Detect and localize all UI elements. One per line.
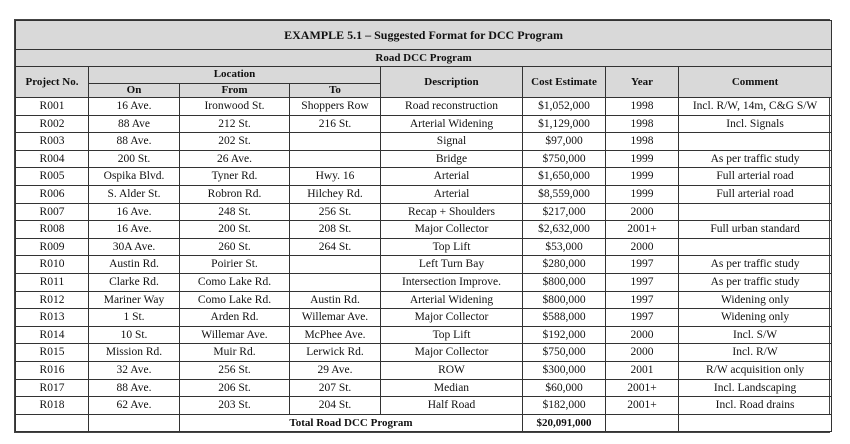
cell-from: Muir Rd.: [180, 344, 290, 362]
table-row: [16, 379, 832, 397]
table-row: [16, 150, 832, 168]
cell-from: 212 St.: [180, 115, 290, 133]
cell-description: ROW: [381, 361, 523, 379]
table-row: [16, 221, 832, 239]
cell-description: Recap + Shoulders: [381, 203, 523, 221]
cell-comment: As per traffic study: [679, 150, 832, 168]
cell-year: 1999: [606, 150, 679, 168]
cell-from: 200 St.: [180, 221, 290, 239]
cell-cost-estimate: $750,000: [523, 344, 606, 362]
cell-cost-estimate: $800,000: [523, 273, 606, 291]
cell-description: Major Collector: [381, 344, 523, 362]
cell-comment: Full arterial road: [679, 168, 832, 186]
cell-project-no: R014: [16, 326, 89, 344]
cell-cost-estimate: $800,000: [523, 291, 606, 309]
cell-project-no: R001: [16, 98, 89, 116]
total-blank-cell: [606, 414, 679, 432]
cell-description: Major Collector: [381, 221, 523, 239]
cell-cost-estimate: $300,000: [523, 361, 606, 379]
cell-to: 264 St.: [290, 238, 381, 256]
cell-description: Top Lift: [381, 238, 523, 256]
cell-description: Left Turn Bay: [381, 256, 523, 274]
cell-from: 202 St.: [180, 133, 290, 151]
cell-year: 2000: [606, 238, 679, 256]
cell-project-no: R012: [16, 291, 89, 309]
header-from: From: [180, 83, 290, 97]
cell-comment: Incl. Road drains: [679, 397, 832, 415]
cell-to: Shoppers Row: [290, 98, 381, 116]
cell-description: Intersection Improve.: [381, 273, 523, 291]
cell-to: McPhee Ave.: [290, 326, 381, 344]
cell-from: 248 St.: [180, 203, 290, 221]
cell-from: Tyner Rd.: [180, 168, 290, 186]
cell-description: Signal: [381, 133, 523, 151]
cell-to: 29 Ave.: [290, 361, 381, 379]
cell-on: 10 St.: [89, 326, 180, 344]
cell-project-no: R008: [16, 221, 89, 239]
cell-to: [290, 150, 381, 168]
cell-cost-estimate: $1,129,000: [523, 115, 606, 133]
header-comment: Comment: [679, 67, 832, 98]
cell-year: 1997: [606, 256, 679, 274]
cell-cost-estimate: $1,650,000: [523, 168, 606, 186]
cell-from: Poirier St.: [180, 256, 290, 274]
cell-cost-estimate: $53,000: [523, 238, 606, 256]
table-subtitle: Road DCC Program: [16, 50, 832, 67]
cell-description: Arterial Widening: [381, 115, 523, 133]
cell-on: Mission Rd.: [89, 344, 180, 362]
cell-cost-estimate: $8,559,000: [523, 185, 606, 203]
table-row: [16, 98, 832, 116]
cell-comment: Incl. S/W: [679, 326, 832, 344]
cell-on: Clarke Rd.: [89, 273, 180, 291]
table-row: [16, 133, 832, 151]
cell-year: 2001+: [606, 379, 679, 397]
cell-cost-estimate: $60,000: [523, 379, 606, 397]
cell-comment: As per traffic study: [679, 273, 832, 291]
table-row: [16, 203, 832, 221]
cell-comment: Incl. Signals: [679, 115, 832, 133]
cell-year: 1998: [606, 115, 679, 133]
table-row: [16, 256, 832, 274]
cell-project-no: R009: [16, 238, 89, 256]
cell-comment: [679, 203, 832, 221]
cell-on: 16 Ave.: [89, 98, 180, 116]
table-row: [16, 273, 832, 291]
cell-comment: Widening only: [679, 309, 832, 327]
cell-cost-estimate: $750,000: [523, 150, 606, 168]
cell-to: Lerwick Rd.: [290, 344, 381, 362]
cell-cost-estimate: $1,052,000: [523, 98, 606, 116]
cell-to: 207 St.: [290, 379, 381, 397]
table-row: [16, 291, 832, 309]
cell-to: Austin Rd.: [290, 291, 381, 309]
cell-on: 16 Ave.: [89, 221, 180, 239]
cell-to: [290, 256, 381, 274]
cell-from: Ironwood St.: [180, 98, 290, 116]
cell-year: 2001: [606, 361, 679, 379]
cell-year: 2000: [606, 326, 679, 344]
cell-to: 208 St.: [290, 221, 381, 239]
cell-comment: Incl. Landscaping: [679, 379, 832, 397]
cell-to: [290, 273, 381, 291]
cell-from: Como Lake Rd.: [180, 291, 290, 309]
cell-description: Arterial: [381, 168, 523, 186]
cell-year: 1999: [606, 168, 679, 186]
cell-description: Arterial Widening: [381, 291, 523, 309]
total-blank-cell: [89, 414, 180, 432]
table-row: [16, 185, 832, 203]
cell-year: 2000: [606, 344, 679, 362]
cell-project-no: R016: [16, 361, 89, 379]
cell-cost-estimate: $588,000: [523, 309, 606, 327]
cell-cost-estimate: $182,000: [523, 397, 606, 415]
cell-cost-estimate: $192,000: [523, 326, 606, 344]
cell-description: Half Road: [381, 397, 523, 415]
header-location: Location: [89, 67, 381, 84]
cell-cost-estimate: $217,000: [523, 203, 606, 221]
cell-from: Arden Rd.: [180, 309, 290, 327]
cell-on: 32 Ave.: [89, 361, 180, 379]
cell-project-no: R007: [16, 203, 89, 221]
table-row: [16, 238, 832, 256]
cell-comment: Incl. R/W, 14m, C&G S/W: [679, 98, 832, 116]
cell-on: Austin Rd.: [89, 256, 180, 274]
cell-on: 16 Ave.: [89, 203, 180, 221]
total-blank-cell: [16, 414, 89, 432]
cell-to: 256 St.: [290, 203, 381, 221]
cell-comment: As per traffic study: [679, 256, 832, 274]
table-row: [16, 115, 832, 133]
cell-year: 2001+: [606, 221, 679, 239]
cell-project-no: R004: [16, 150, 89, 168]
cell-comment: R/W acquisition only: [679, 361, 832, 379]
cell-on: 88 Ave.: [89, 379, 180, 397]
cell-description: Major Collector: [381, 309, 523, 327]
cell-on: Mariner Way: [89, 291, 180, 309]
header-row: [16, 67, 832, 84]
table-body: [16, 98, 832, 415]
cell-on: 30A Ave.: [89, 238, 180, 256]
cell-cost-estimate: $97,000: [523, 133, 606, 151]
cell-year: 1997: [606, 273, 679, 291]
cell-on: 200 St.: [89, 150, 180, 168]
cell-project-no: R002: [16, 115, 89, 133]
table-row: [16, 326, 832, 344]
cell-on: S. Alder St.: [89, 185, 180, 203]
cell-to: Willemar Ave.: [290, 309, 381, 327]
cell-project-no: R005: [16, 168, 89, 186]
total-blank-cell: [679, 414, 832, 432]
cell-description: Road reconstruction: [381, 98, 523, 116]
cell-from: Robron Rd.: [180, 185, 290, 203]
cell-comment: Widening only: [679, 291, 832, 309]
cell-project-no: R017: [16, 379, 89, 397]
cell-to: [290, 133, 381, 151]
cell-project-no: R018: [16, 397, 89, 415]
dcc-program-table-frame: [14, 19, 830, 433]
cell-from: Willemar Ave.: [180, 326, 290, 344]
cell-project-no: R003: [16, 133, 89, 151]
header-year: Year: [606, 67, 679, 98]
cell-from: 203 St.: [180, 397, 290, 415]
cell-from: 206 St.: [180, 379, 290, 397]
cell-on: 88 Ave.: [89, 133, 180, 151]
dcc-program-table: [15, 20, 832, 432]
cell-description: Median: [381, 379, 523, 397]
cell-from: Como Lake Rd.: [180, 273, 290, 291]
cell-from: 26 Ave.: [180, 150, 290, 168]
header-project-no: Project No.: [16, 67, 89, 98]
cell-project-no: R015: [16, 344, 89, 362]
cell-year: 1998: [606, 133, 679, 151]
table-subtitle-row: [16, 50, 832, 67]
cell-to: 216 St.: [290, 115, 381, 133]
table-row: [16, 397, 832, 415]
cell-year: 2001+: [606, 397, 679, 415]
cell-comment: [679, 238, 832, 256]
header-description: Description: [381, 67, 523, 98]
cell-description: Bridge: [381, 150, 523, 168]
cell-on: Ospika Blvd.: [89, 168, 180, 186]
header-to: To: [290, 83, 381, 97]
cell-description: Arterial: [381, 185, 523, 203]
cell-cost-estimate: $2,632,000: [523, 221, 606, 239]
table-row: [16, 344, 832, 362]
header-cost-estimate: Cost Estimate: [523, 67, 606, 98]
total-value: $20,091,000: [523, 414, 606, 432]
table-title: EXAMPLE 5.1 – Suggested Format for DCC Program: [16, 21, 832, 50]
cell-project-no: R013: [16, 309, 89, 327]
cell-on: 1 St.: [89, 309, 180, 327]
cell-from: 256 St.: [180, 361, 290, 379]
cell-description: Top Lift: [381, 326, 523, 344]
table-title-row: [16, 21, 832, 50]
cell-year: 1997: [606, 309, 679, 327]
cell-to: 204 St.: [290, 397, 381, 415]
cell-comment: Full arterial road: [679, 185, 832, 203]
cell-project-no: R011: [16, 273, 89, 291]
table-row: [16, 309, 832, 327]
table-row: [16, 361, 832, 379]
header-on: On: [89, 83, 180, 97]
total-row: [16, 414, 832, 432]
cell-cost-estimate: $280,000: [523, 256, 606, 274]
cell-to: Hwy. 16: [290, 168, 381, 186]
cell-year: 1998: [606, 98, 679, 116]
cell-comment: Incl. R/W: [679, 344, 832, 362]
cell-year: 1999: [606, 185, 679, 203]
cell-to: Hilchey Rd.: [290, 185, 381, 203]
cell-year: 1997: [606, 291, 679, 309]
total-label: Total Road DCC Program: [180, 414, 523, 432]
cell-project-no: R010: [16, 256, 89, 274]
cell-on: 62 Ave.: [89, 397, 180, 415]
cell-comment: Full urban standard: [679, 221, 832, 239]
cell-project-no: R006: [16, 185, 89, 203]
table-row: [16, 168, 832, 186]
cell-year: 2000: [606, 203, 679, 221]
cell-from: 260 St.: [180, 238, 290, 256]
cell-on: 88 Ave: [89, 115, 180, 133]
cell-comment: [679, 133, 832, 151]
